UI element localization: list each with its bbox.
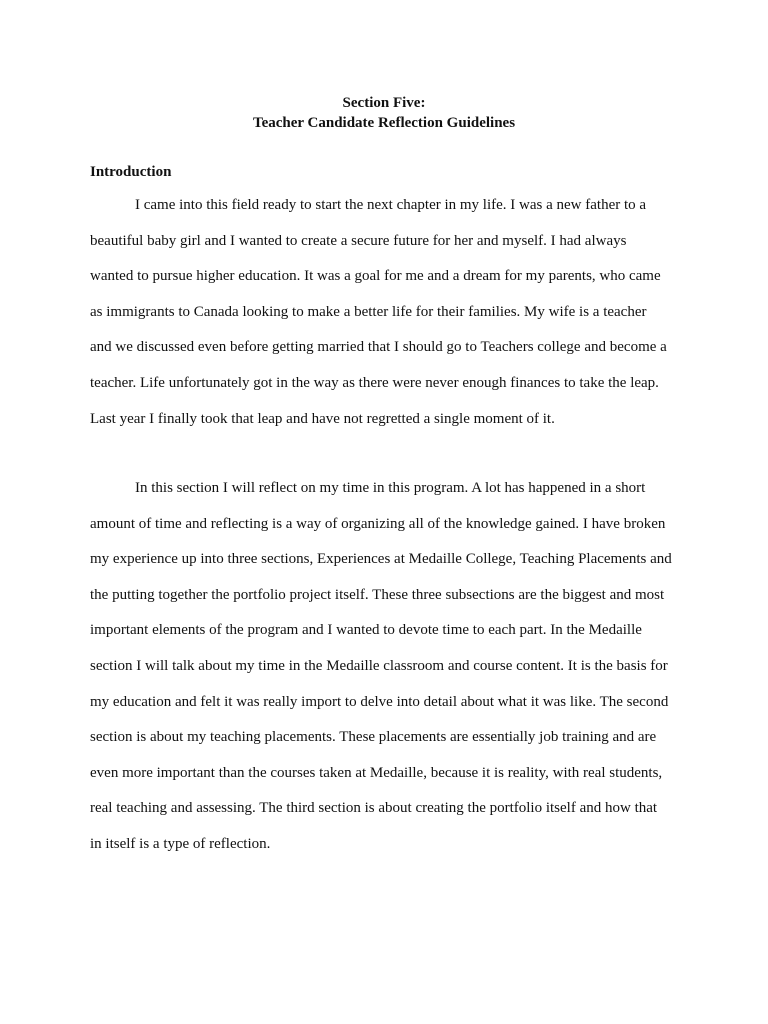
document-title [0,93,768,133]
paragraph-line: important elements of the program and I wanted to devote time to each part. In the Medaille [90,622,642,639]
paragraph-line: even more important than the courses taken at Medaille, because it is reality, with real students, [90,764,663,781]
section-subtitle: Teacher Candidate Reflection Guidelines [252,115,516,131]
paragraph-line: Last year I finally took that leap and have not regretted a single moment of it. [90,410,555,427]
paragraph-line: section I will talk about my time in the Medaille classroom and course content. It is the basis for [90,657,668,674]
introduction-heading: Introduction [90,164,172,180]
paragraph-line: in itself is a type of reflection. [90,835,271,852]
paragraph-line: amount of time and reflecting is a way of organizing all of the knowledge gained. I have broken [90,515,666,532]
paragraph-line: I came into this field ready to start the next chapter in my life. I was a new father to a [135,197,647,213]
paragraph-line: as immigrants to Canada looking to make a better life for their families. My wife is a teacher [90,303,647,320]
paragraph-line: real teaching and assessing. The third section is about creating the portfolio itself and how that [90,800,658,817]
paragraph-2 [90,471,682,863]
paragraph-line: the putting together the portfolio project itself. These three subsections are the biggest and most [90,586,665,603]
section-title: Section Five: [342,95,426,111]
paragraph-line: teacher. Life unfortunately got in the way as there were never enough finances to take the leap. [90,374,659,391]
paragraph-1 [90,188,682,437]
paragraph-line: wanted to pursue higher education. It was a goal for me and a dream for my parents, who came [90,268,661,285]
paragraph-line: beautiful baby girl and I wanted to create a secure future for her and myself. I had always [90,232,627,249]
paragraph-line: In this section I will reflect on my time in this program. A lot has happened in a short [135,480,646,496]
paragraph-line: my education and felt it was really import to delve into detail about what it was like. The second [90,693,669,710]
paragraph-line: and we discussed even before getting married that I should go to Teachers college and become a [90,339,667,356]
paragraph-line: my experience up into three sections, Experiences at Medaille College, Teaching Placements and [90,551,672,568]
paragraph-line: section is about my teaching placements. These placements are essentially job training and are [90,729,657,746]
